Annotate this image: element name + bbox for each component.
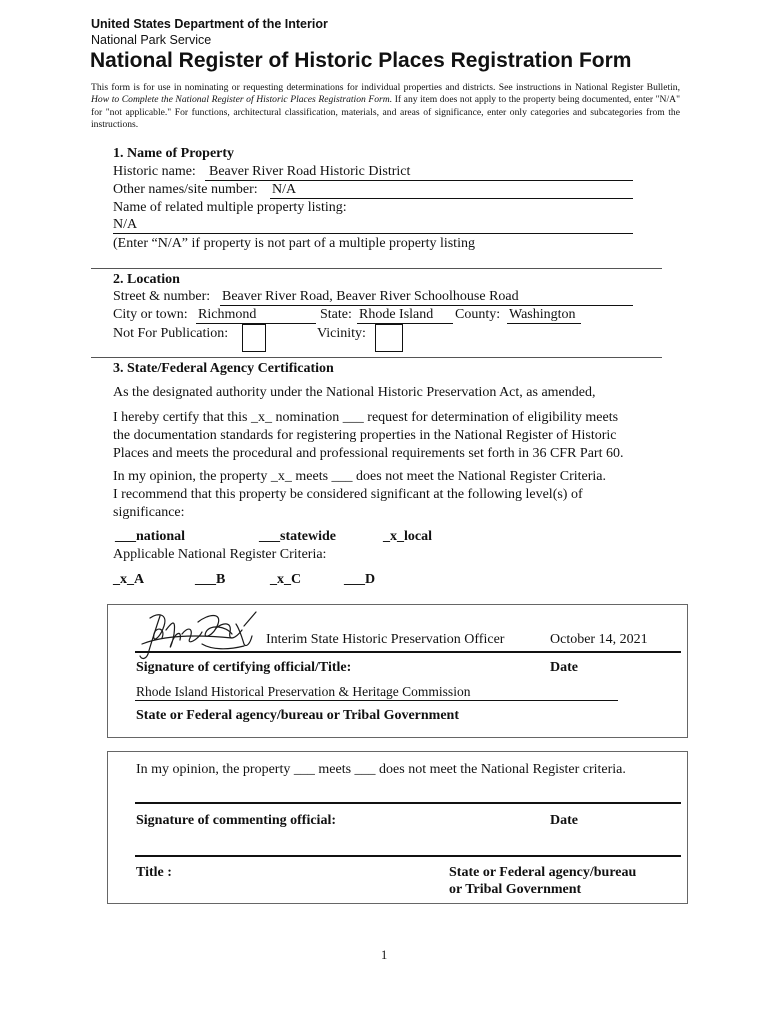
criterion-b[interactable]: ___B: [195, 572, 226, 587]
recommend-line-2: significance:: [113, 505, 185, 520]
intro-paragraph: This form is for use in nominating or requesting determinations for individual properties and districts. See instructions in National Register Bulletin, How to Complete the National Register of Historic Places Registration Form. If any item does not apply to the property being documented, enter "N/A" for "not applicable." For functions, architectural classification, materials, and areas of significance, enter only categories and subcategories from the instructions.: [91, 82, 680, 130]
certification-date[interactable]: October 14, 2021: [550, 632, 648, 647]
state-value[interactable]: Rhode Island: [359, 307, 434, 322]
other-names-underline: [270, 198, 633, 199]
agency-label: State or Federal agency/bureau or Tribal Government: [136, 708, 460, 723]
criterion-d[interactable]: ___D: [344, 572, 376, 587]
signature-certifying-label: Signature of certifying official/Title:: [136, 660, 352, 675]
commenting-agency-label-2: or Tribal Government: [449, 882, 582, 897]
nomination-mark[interactable]: _x_: [251, 410, 273, 425]
signature-image: [132, 604, 262, 664]
title-label: Title :: [136, 865, 172, 880]
county-label: County:: [455, 307, 501, 322]
other-names-value[interactable]: N/A: [272, 182, 297, 197]
recommend-line-1: I recommend that this property be considered significant at the following level(s) of: [113, 487, 583, 502]
page-number: 1: [381, 948, 388, 962]
street-underline: [220, 305, 633, 306]
does-not-meet-mark[interactable]: ___: [331, 469, 353, 484]
commenting-agency-label-1: State or Federal agency/bureau: [449, 865, 637, 880]
city-value[interactable]: Richmond: [198, 307, 257, 322]
commenting-date-label: Date: [550, 813, 578, 828]
state-label: State:: [320, 307, 352, 322]
related-listing-underline: [113, 233, 633, 234]
agency-underline: [135, 700, 618, 701]
not-for-publication-checkbox[interactable]: [242, 324, 266, 352]
county-value[interactable]: Washington: [509, 307, 576, 322]
criterion-a[interactable]: _x_A: [113, 572, 145, 587]
criterion-c[interactable]: _x_C: [270, 572, 302, 587]
agency-value[interactable]: Rhode Island Historical Preservation & Heritage Commission: [136, 684, 471, 699]
street-value[interactable]: Beaver River Road, Beaver River Schoolhouse Road: [222, 289, 519, 304]
not-for-publication-label: Not For Publication:: [113, 326, 229, 341]
commenting-title-line: [135, 855, 681, 857]
related-listing-label: Name of related multiple property listing:: [113, 200, 347, 215]
signature-commenting-label: Signature of commenting official:: [136, 813, 336, 828]
section-divider: [91, 357, 662, 358]
signature-line: [135, 651, 681, 653]
date-label: Date: [550, 660, 578, 675]
multiple-listing-note: (Enter “N/A” if property is not part of a multiple property listing: [113, 236, 475, 251]
department-name: United States Department of the Interior: [91, 17, 328, 31]
criteria-label: Applicable National Register Criteria:: [113, 547, 327, 562]
section-divider: [91, 268, 662, 269]
authority-text: As the designated authority under the National Historic Preservation Act, as amended,: [113, 385, 596, 400]
state-underline: [357, 323, 453, 324]
other-names-label: Other names/site number:: [113, 182, 258, 197]
vicinity-checkbox[interactable]: [375, 324, 403, 352]
section3-heading: 3. State/Federal Agency Certification: [113, 361, 334, 376]
commenting-meets-mark[interactable]: ___: [293, 762, 315, 777]
city-label: City or town:: [113, 307, 188, 322]
historic-name-value[interactable]: Beaver River Road Historic District: [209, 164, 411, 179]
historic-name-underline: [205, 180, 633, 181]
related-listing-value[interactable]: N/A: [113, 217, 138, 232]
commenting-does-not-meet-mark[interactable]: ___: [354, 762, 376, 777]
vicinity-label: Vicinity:: [317, 326, 366, 341]
request-mark[interactable]: ___: [342, 410, 364, 425]
certify-line-3: Places and meets the procedural and professional requirements set forth in 36 CFR Part 60.: [113, 446, 624, 461]
opinion-line: In my opinion, the property _x_ meets ___ does not meet the National Register Criteria.: [113, 469, 607, 484]
service-name: National Park Service: [91, 33, 212, 47]
certify-line-2: the documentation standards for registering properties in the National Register of Historic: [113, 428, 617, 443]
commenting-signature-line: [135, 802, 681, 804]
street-label: Street & number:: [113, 289, 211, 304]
level-statewide[interactable]: ___statewide: [259, 529, 336, 544]
certifying-official-title[interactable]: Interim State Historic Preservation Officer: [266, 632, 505, 647]
commenting-opinion-line: In my opinion, the property ___ meets ___ does not meet the National Register criteria.: [136, 762, 626, 777]
level-local[interactable]: _x_local: [383, 529, 432, 544]
bulletin-title: How to Complete the National Register of Historic Places Registration Form.: [91, 94, 393, 106]
county-underline: [507, 323, 581, 324]
certify-line-1: I hereby certify that this _x_ nomination ___ request for determination of eligibility meets: [113, 410, 619, 425]
section2-heading: 2. Location: [113, 272, 180, 287]
meets-mark[interactable]: _x_: [270, 469, 292, 484]
form-title: National Register of Historic Places Registration Form: [90, 49, 632, 72]
level-national[interactable]: ___national: [115, 529, 186, 544]
section1-heading: 1. Name of Property: [113, 146, 235, 161]
historic-name-label: Historic name:: [113, 164, 196, 179]
